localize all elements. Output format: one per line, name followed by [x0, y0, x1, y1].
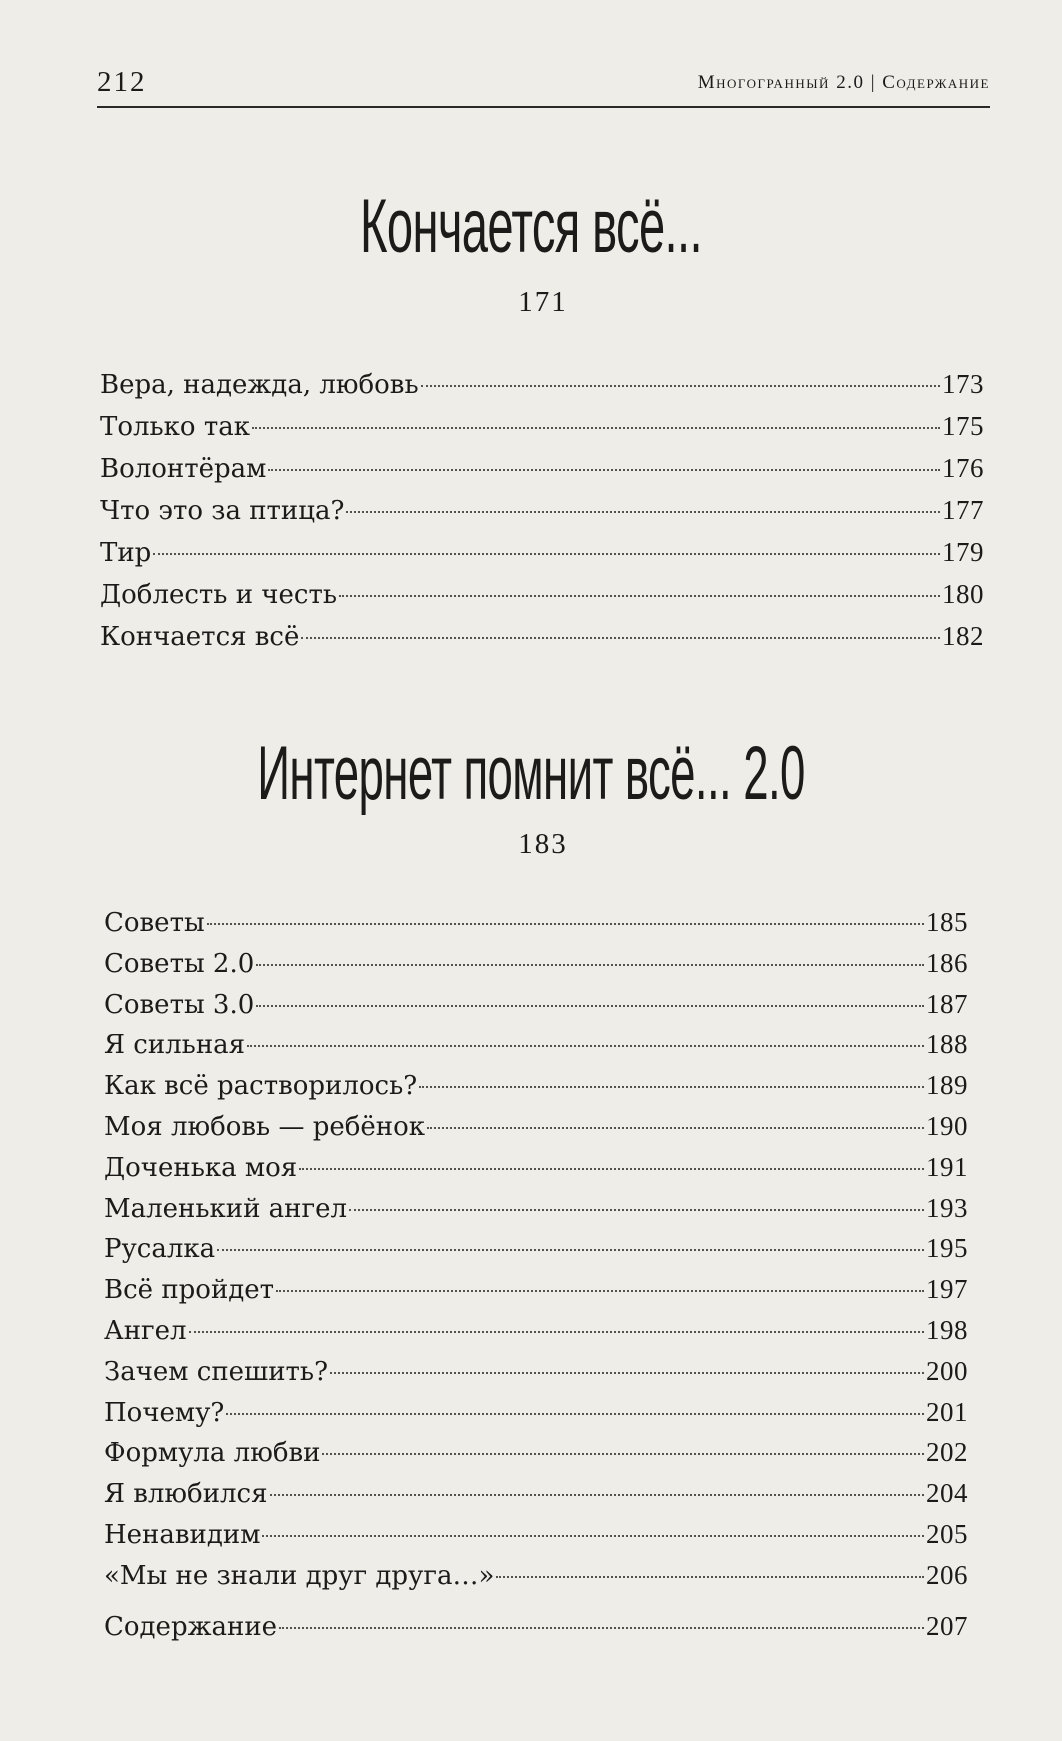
toc-entry-title: Как всё растворилось?: [104, 1071, 418, 1102]
toc-entry-title: Советы 3.0: [104, 989, 255, 1020]
section-title: Интернет помнит всё... 2.0: [257, 731, 805, 816]
toc-entry-title: Содержание: [104, 1611, 278, 1642]
dot-leader: [419, 1086, 924, 1088]
toc-entry-title: Я сильная: [104, 1030, 246, 1061]
toc-entry: [104, 1397, 968, 1438]
dot-leader: [299, 1168, 924, 1170]
dot-leader: [226, 1413, 924, 1415]
dot-leader: [268, 469, 940, 471]
toc-entry-title: Тир: [100, 538, 152, 568]
toc-entry-page: 205: [926, 1518, 968, 1549]
toc-entry-page: 188: [926, 1029, 968, 1060]
toc-entry: [100, 579, 984, 621]
toc-entry-title: Кончается всё: [100, 622, 300, 652]
toc-entry: [104, 1274, 968, 1315]
dot-leader: [153, 553, 940, 555]
page-number: 212: [97, 66, 147, 98]
dot-leader: [252, 427, 940, 429]
dot-leader: [276, 1290, 924, 1292]
toc-entry-page: 180: [942, 579, 984, 609]
toc-entry-title: Советы: [104, 908, 205, 938]
toc-entry: [104, 1070, 968, 1111]
toc-entry-page: 175: [942, 411, 984, 441]
running-head: [97, 66, 990, 108]
toc-entry-title: Русалка: [104, 1234, 216, 1265]
toc-entry-title: «Мы не знали друг друга…»: [104, 1560, 495, 1591]
toc-entry: [104, 1152, 968, 1193]
dot-leader: [279, 1627, 924, 1629]
toc-entry-page: 207: [926, 1610, 968, 1641]
toc-entry-title: Доблесть и честь: [100, 580, 337, 610]
dot-leader: [339, 595, 940, 597]
section-page-number: 171: [518, 286, 568, 318]
toc-entry-page: 176: [942, 453, 984, 483]
toc-list: [104, 907, 968, 1651]
toc-entry-title: Волонтёрам: [100, 454, 267, 484]
toc-entry: [104, 1611, 968, 1652]
toc-entry: [104, 1315, 968, 1356]
toc-entry: [104, 1233, 968, 1274]
toc-entry: [104, 989, 968, 1030]
toc-entry: [104, 1437, 968, 1478]
toc-entry-title: Что это за птица?: [100, 496, 345, 526]
toc-entry-title: Ненавидим: [104, 1519, 261, 1550]
toc-entry: [104, 948, 968, 989]
toc-entry: [100, 411, 984, 453]
toc-entry-page: 201: [926, 1396, 968, 1427]
toc-entry-page: 185: [926, 907, 968, 937]
toc-entry-title: Всё пройдет: [104, 1275, 275, 1306]
dot-leader: [189, 1331, 924, 1333]
section-title: Кончается всё...: [360, 184, 702, 269]
toc-entry-page: 202: [926, 1437, 968, 1468]
dot-leader: [262, 1535, 924, 1537]
section-page-number: 183: [518, 828, 568, 860]
toc-entry-page: 198: [926, 1314, 968, 1345]
toc-entry-page: 187: [926, 988, 968, 1019]
toc-entry-title: Я влюбился: [104, 1479, 268, 1510]
toc-entry: [104, 1519, 968, 1560]
toc-entry-title: Только так: [100, 412, 250, 442]
toc-entry-page: 182: [942, 621, 984, 651]
dot-leader: [270, 1494, 924, 1496]
dot-leader: [256, 964, 924, 966]
toc-entry: [100, 495, 984, 537]
toc-entry-page: 195: [926, 1233, 968, 1264]
toc-entry-title: Зачем спешить?: [104, 1356, 329, 1387]
toc-entry-title: Формула любви: [104, 1438, 321, 1469]
toc-entry-page: 189: [926, 1070, 968, 1101]
toc-entry: [104, 1193, 968, 1234]
toc-entry-page: 206: [926, 1559, 968, 1590]
dot-leader: [421, 385, 940, 387]
dot-leader: [349, 1209, 924, 1211]
toc-entry-page: 193: [926, 1192, 968, 1223]
dot-leader: [330, 1372, 924, 1374]
toc-entry-page: 179: [942, 537, 984, 567]
toc-entry-title: Вера, надежда, любовь: [100, 370, 419, 400]
running-title: Многогранный 2.0 | Содержание: [697, 72, 990, 93]
toc-entry: [100, 621, 984, 663]
toc-entry-page: 200: [926, 1355, 968, 1386]
toc-entry-page: 186: [926, 947, 968, 978]
toc-entry-title: Ангел: [104, 1315, 187, 1346]
toc-list: [100, 369, 984, 663]
toc-entry-page: 204: [926, 1478, 968, 1509]
toc-entry: [104, 1029, 968, 1070]
toc-entry-title: Советы 2.0: [104, 948, 255, 979]
toc-entry: [104, 1478, 968, 1519]
toc-entry: [104, 1560, 968, 1601]
toc-entry: [104, 907, 968, 948]
dot-leader: [496, 1576, 924, 1578]
toc-entry: [100, 453, 984, 495]
toc-entry-page: 173: [942, 369, 984, 399]
dot-leader: [247, 1045, 924, 1047]
toc-entry: [104, 1111, 968, 1152]
toc-entry-page: 177: [942, 495, 984, 525]
dot-leader: [256, 1005, 924, 1007]
dot-leader: [346, 511, 940, 513]
dot-leader: [427, 1127, 924, 1129]
toc-entry-page: 197: [926, 1274, 968, 1305]
dot-leader: [322, 1453, 924, 1455]
dot-leader: [207, 923, 924, 925]
toc-entry: [100, 369, 984, 411]
dot-leader: [301, 637, 940, 639]
toc-entry-page: 190: [926, 1110, 968, 1141]
toc-entry-title: Маленький ангел: [104, 1193, 348, 1224]
toc-entry-title: Доченька моя: [104, 1152, 298, 1183]
toc-entry-title: Почему?: [104, 1397, 225, 1428]
toc-entry: [100, 537, 984, 579]
dot-leader: [217, 1249, 924, 1251]
toc-entry-title: Моя любовь — ребёнок: [104, 1111, 426, 1142]
toc-entry-page: 191: [926, 1151, 968, 1182]
toc-entry: [104, 1356, 968, 1397]
